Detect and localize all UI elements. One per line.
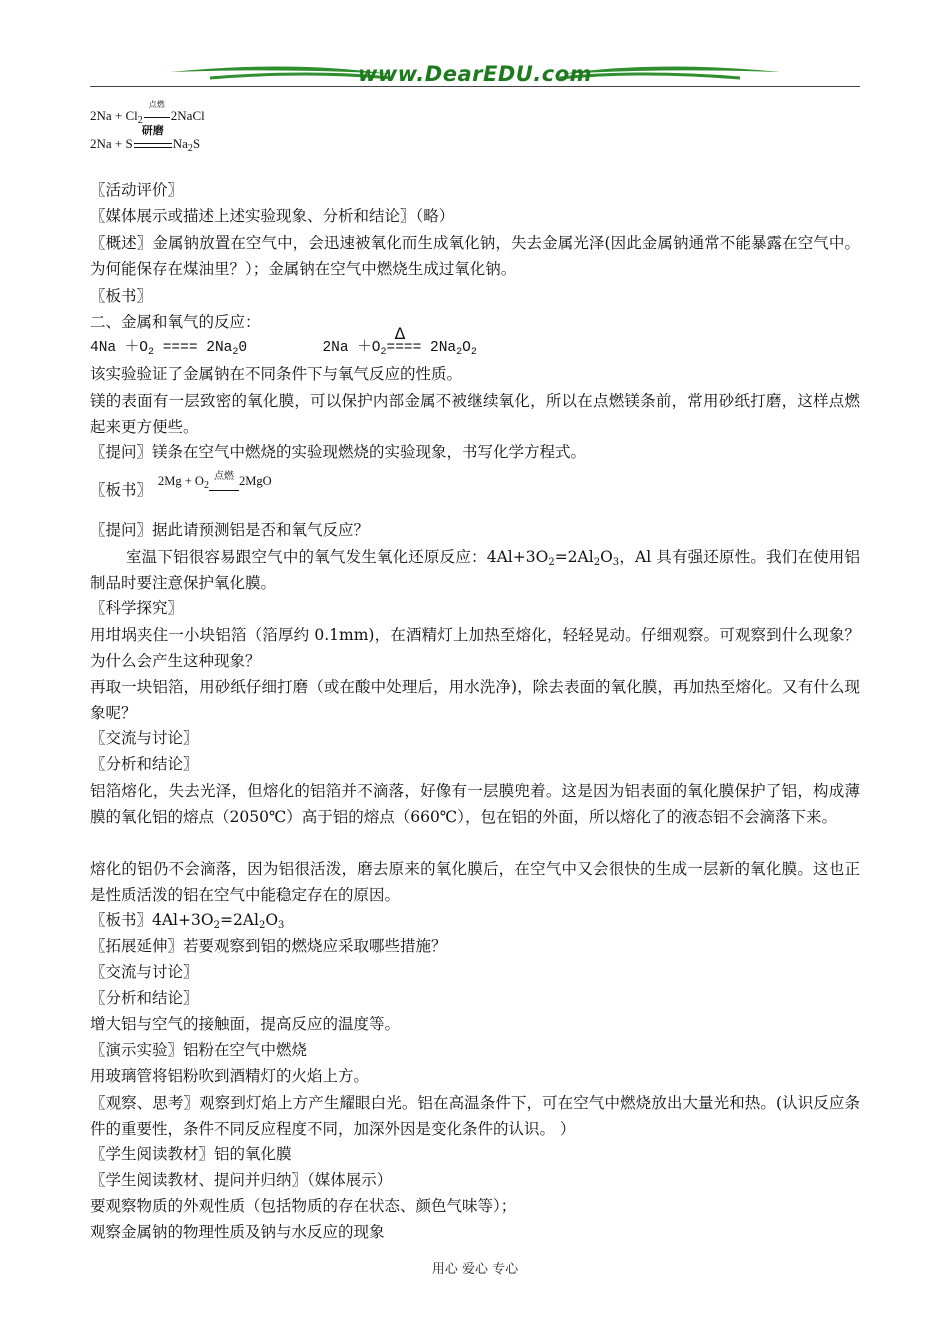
eq-sub: 2	[213, 920, 220, 931]
text-line: 要观察物质的外观性质（包括物质的存在状态、颜色气味等）；	[90, 1197, 517, 1215]
equation-mg-o2	[158, 469, 272, 493]
eq-sub: 3	[612, 557, 620, 568]
page-footer: 用心 爱心 专心	[431, 1262, 519, 1277]
eq-sub: 2	[203, 480, 209, 491]
eq-part: ==== 2Na	[386, 340, 457, 356]
text-line: 〖提问〗镁条在空气中燃烧的实验现燃烧的实验现象，书写化学方程式。	[90, 443, 587, 461]
text-line-with-equation	[90, 471, 272, 503]
eq-sub: 2	[187, 143, 193, 154]
text-line: 〖分析和结论〗	[90, 989, 199, 1007]
paragraph	[90, 544, 860, 596]
eq-sub: 2	[232, 347, 239, 358]
text-part: ，Al 具有强还原性。我们在使用铝制品时要注意保护氧化膜。	[90, 548, 860, 592]
text-line: 观察金属钠的物理性质及钠与水反应的现象	[90, 1223, 385, 1241]
paragraph: 镁的表面有一层致密的氧化膜，可以保护内部金属不被继续氧化，所以在点燃镁条前，常用砂纸打磨，这样点燃起来更方便些。	[90, 392, 860, 436]
paragraph: 用坩埚夹住一小块铝箔（箔厚约 0.1mm)，在酒精灯上加热至熔化，轻轻晃动。仔细观察。可观察到什么现象？为什么会产生这种现象？	[90, 626, 860, 670]
eq-part: O	[462, 340, 471, 356]
text-line: 〖媒体展示或描述上述实验现象、分析和结论〗（略）	[90, 207, 455, 225]
text-line: 该实验验证了金属钠在不同条件下与氧气反应的性质。	[90, 365, 463, 383]
eq-right: 2MgO	[238, 474, 272, 488]
site-logo-text: www.DearEDU.com	[357, 62, 593, 86]
eq-sub: 2	[593, 557, 601, 568]
eq-left: 2Mg + O	[158, 474, 204, 488]
eq-part: 0	[238, 340, 248, 356]
text-line: 增大铝与空气的接触面，提高反应的温度等。	[90, 1015, 401, 1033]
eq-sub: 2	[548, 557, 555, 568]
text-part: =2Al	[554, 548, 594, 566]
text-line: 〖拓展延伸〗若要观察到铝的燃烧应采取哪些措施？	[90, 937, 447, 955]
eq-sub: 2	[380, 347, 387, 358]
text-line: 〖活动评价〗	[90, 181, 184, 199]
eq-sub: 2	[137, 115, 143, 126]
eq-sub: 2	[456, 347, 463, 358]
eq-sub: 2	[148, 347, 155, 358]
paragraph: 〖概述〗金属钠放置在空气中，会迅速被氧化而生成氧化钠，失去金属光泽(因此金属钠通常不能暴露在空气中。为何能保存在煤油里？）；金属钠在空气中燃烧生成过氧化钠。	[90, 234, 860, 278]
text-part: O	[265, 911, 279, 929]
delta-symbol: Δ	[394, 324, 406, 343]
text-part: 〖板书〗4Al+3O	[90, 911, 214, 929]
eq-right: S	[192, 136, 201, 151]
eq-left: 2Na + Cl	[90, 108, 138, 123]
text-line-with-equation	[90, 908, 284, 932]
reaction-condition: 研磨	[141, 124, 164, 137]
text-line: 〖交流与讨论〗	[90, 729, 199, 747]
text-part: =2Al	[219, 911, 259, 929]
text-line: 〖演示实验〗铝粉在空气中燃烧	[90, 1041, 308, 1059]
equation-na-o2	[90, 324, 477, 360]
paragraph: 再取一块铝箔，用砂纸仔细打磨（或在酸中处理后，用水洗净)，除去表面的氧化膜，再加热至熔化。又有什么现象呢？	[90, 678, 860, 722]
text-line: 二、金属和氧气的反应：	[90, 313, 261, 331]
text-line: 〖板书〗	[90, 287, 153, 305]
paragraph: 〖观察、思考〗观察到灯焰上方产生耀眼白光。铝在高温条件下，可在空气中燃烧放出大量光和热。(认识反应条件的重要性，条件不同反应程度不同，加深外因是变化条件的认识。 ）	[90, 1094, 860, 1138]
header-divider	[90, 86, 860, 87]
eq-right: 2NaCl	[170, 108, 205, 123]
eq-right: Na	[172, 136, 188, 151]
text-part: 室温下铝很容易跟空气中的氧气发生氧化还原反应：4Al+3O	[126, 548, 549, 566]
text-line: 〖分析和结论〗	[90, 755, 199, 773]
reaction-condition: 点燃	[148, 100, 165, 109]
paragraph: 熔化的铝仍不会滴落，因为铝很活泼，磨去原来的氧化膜后，在空气中又会很快的生成一层新的氧化膜。这也正是性质活泼的铝在空气中能稳定存在的原因。	[90, 860, 860, 904]
eq-sub: 2	[258, 920, 266, 931]
text-line: 〖提问〗据此请预测铝是否和氧气反应？	[90, 521, 370, 539]
text-line: 〖科学探究〗	[90, 599, 184, 617]
text-line: 〖交流与讨论〗	[90, 963, 199, 981]
eq-part: ==== 2Na	[154, 340, 233, 356]
paragraph: 铝箔熔化，失去光泽，但熔化的铝箔并不滴落，好像有一层膜兜着。这是因为铝表面的氧化膜保护了铝，构成薄膜的氧化铝的熔点（2050℃）高于铝的熔点（660℃），包在铝的外面，所以熔化了的液态铝不会滴落下来。	[90, 782, 860, 826]
text-line: 〖学生阅读教材〗铝的氧化膜	[90, 1145, 292, 1163]
eq-left: 2Na + S	[90, 136, 133, 151]
heat-delta-icon	[380, 324, 406, 360]
reaction-condition: 点燃	[213, 471, 234, 482]
eq-part: 2Na ＋O	[322, 340, 381, 356]
text-line: 用玻璃管将铝粉吹到酒精灯的火焰上方。	[90, 1067, 370, 1085]
equation-na-s	[90, 124, 201, 154]
text-line: 〖学生阅读教材、提问并归纳〗（媒体展示）	[90, 1171, 393, 1189]
label: 〖板书〗	[90, 481, 153, 499]
eq-sub: 2	[470, 347, 477, 358]
reaction-arrow	[133, 124, 173, 152]
eq-part: 4Na ＋O	[90, 340, 149, 356]
text-part: O	[600, 548, 613, 566]
eq-sub: 3	[278, 920, 285, 931]
reaction-arrow	[209, 469, 239, 493]
